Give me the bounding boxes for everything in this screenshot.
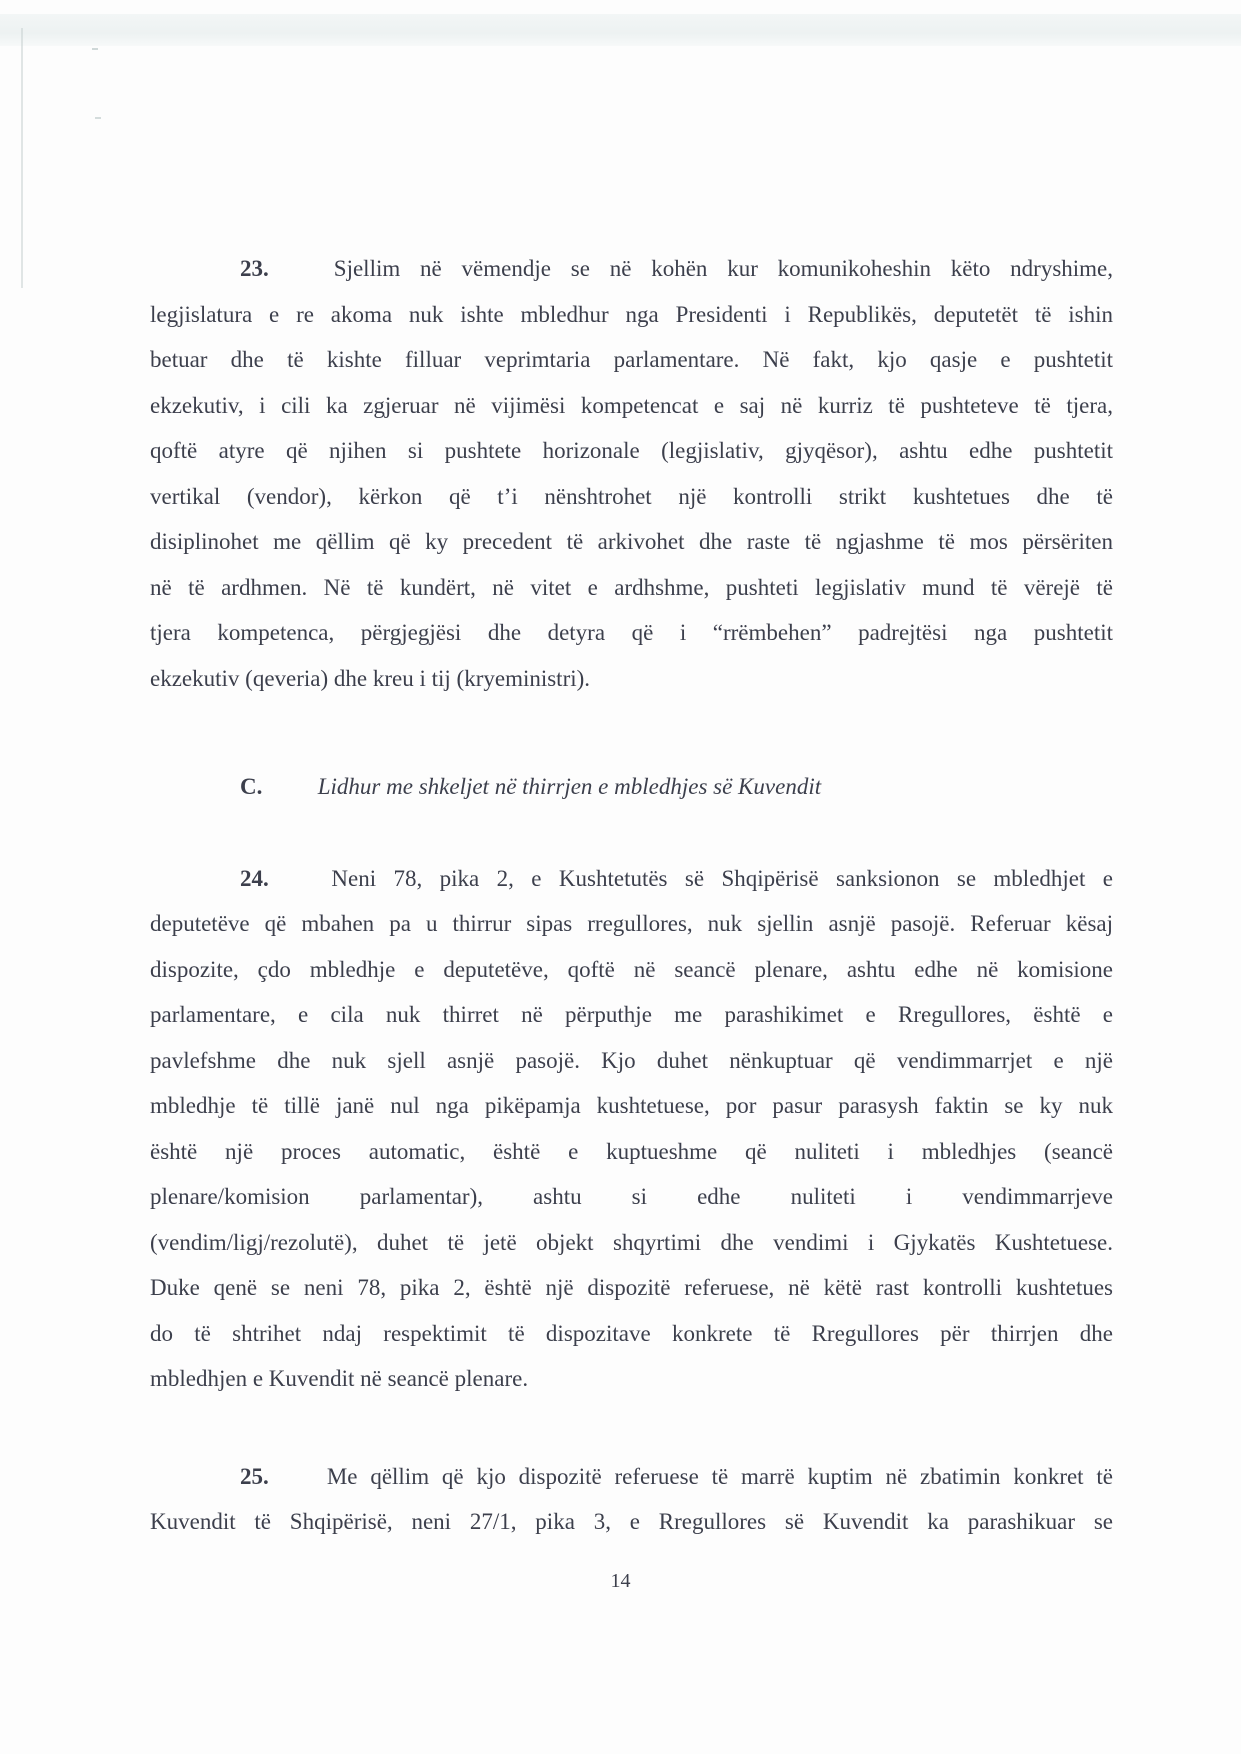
text-line: disiplinohet me qëllim që ky precedent të arkivohet dhe raste të ngjashme të mos përsëriten	[150, 529, 1113, 554]
text-line: deputetëve që mbahen pa u thirrur sipas rregullores, nuk sjellin asnjë pasojë. Referuar kësaj	[150, 911, 1113, 936]
text-line: në të ardhmen. Në të kundërt, në vitet e ardhshme, pushteti legjislativ mund të vërejë të	[150, 574, 1113, 600]
text-line: Duke qenë se neni 78, pika 2, është një dispozitë referuese, në këtë rast kontrolli kushtetues	[150, 1275, 1113, 1300]
text-line: betuar dhe të kishte filluar veprimtaria parlamentare. Në fakt, kjo qasje e pushtetit	[150, 347, 1113, 372]
text-line: Kuvendit të Shqipërisë, neni 27/1, pika 3, e Rregullores së Kuvendit ka parashikuar se	[150, 1509, 1113, 1534]
text-line	[150, 856, 1113, 902]
text-line: vertikal (vendor), kërkon që t’i nënshtrohet një kontrolli strikt kushtetues dhe të	[150, 483, 1113, 509]
paragraph-24	[150, 856, 1113, 1402]
text-line: është një proces automatic, është e kuptueshme që nuliteti i mbledhjes (seancë	[150, 1138, 1113, 1164]
text-line	[150, 246, 1113, 292]
scan-artifact-speck	[95, 117, 101, 119]
text-line	[150, 1454, 1113, 1500]
text-line: tjera kompetenca, përgjegjësi dhe detyra që i “rrëmbehen” padrejtësi nga pushtetit	[150, 620, 1113, 645]
paragraph-number: 23.	[240, 256, 269, 281]
text-line: (vendim/ligj/rezolutë), duhet të jetë objekt shqyrtimi dhe vendimi i Gjykatës Kushtetuese.	[150, 1229, 1113, 1255]
document-text-block	[150, 246, 1113, 1545]
section-heading-c	[150, 764, 1113, 810]
text-line: pavlefshme dhe nuk sjell asnjë pasojë. Kjo duhet nënkuptuar që vendimmarrjet e një	[150, 1047, 1113, 1073]
text-line-content: Me qëllim që kjo dispozitë referuese të marrë kuptim në zbatimin konkret të	[326, 1463, 1114, 1489]
text-line: ekzekutiv, i cili ka zgjeruar në vijimësi kompetencat e saj në kurriz të pushteteve të tjera,	[150, 392, 1113, 418]
text-line: ekzekutiv (qeveria) dhe kreu i tij (kryeministri).	[150, 665, 591, 691]
text-line: plenare/komision parlamentar), ashtu si edhe nuliteti i vendimmarrjeve	[150, 1184, 1113, 1209]
text-line: parlamentare, e cila nuk thirret në përputhje me parashikimet e Rregullores, është e	[150, 1002, 1113, 1027]
text-line: do të shtrihet ndaj respektimit të dispozitave konkrete të Rregullores për thirrjen dhe	[150, 1320, 1113, 1346]
section-letter: C.	[240, 774, 263, 799]
text-line: mbledhje të tillë janë nul nga pikëpamja kushtetuese, por pasur parasysh faktin se ky nuk	[150, 1093, 1113, 1118]
text-line: qoftë atyre që njihen si pushtete horizonale (legjislativ, gjyqësor), ashtu edhe pushtetit	[150, 438, 1113, 463]
page-number: 14	[610, 1570, 631, 1592]
text-line: legjislatura e re akoma nuk ishte mbledhur nga Presidenti i Republikës, deputetët të ishin	[150, 301, 1113, 327]
paragraph-number: 24.	[240, 865, 269, 891]
paragraph-23	[150, 246, 1113, 701]
text-line: dispozite, çdo mbledhje e deputetëve, qoftë në seancë plenare, ashtu edhe në komisione	[150, 956, 1113, 982]
scan-artifact-left-line	[21, 28, 23, 288]
scan-artifact-top-band	[0, 14, 1241, 46]
text-line-content: Sjellim në vëmendje se në kohën kur komunikoheshin këto ndryshime,	[333, 256, 1114, 281]
scan-artifact-speck	[92, 48, 98, 50]
text-line-content: Neni 78, pika 2, e Kushtetutës së Shqipërisë sanksionon se mbledhjet e	[331, 865, 1114, 891]
paragraph-number: 25.	[240, 1463, 269, 1489]
paragraph-25	[150, 1454, 1113, 1545]
text-line: mbledhjen e Kuvendit në seancë plenare.	[150, 1366, 529, 1391]
section-title: Lidhur me shkeljet në thirrjen e mbledhjes së Kuvendit	[317, 774, 822, 799]
